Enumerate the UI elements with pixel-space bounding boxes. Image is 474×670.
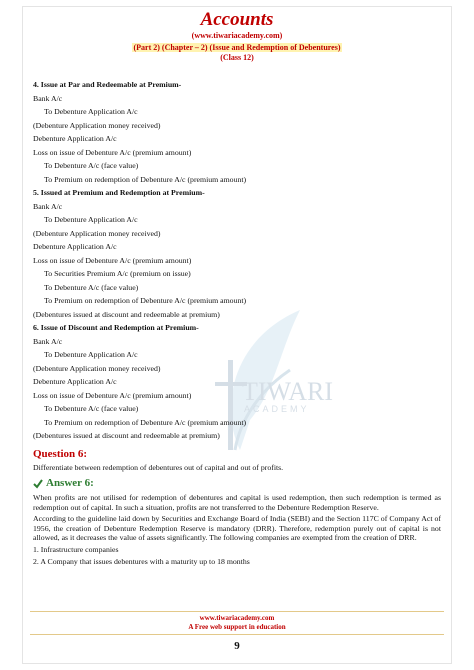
journal-line: To Debenture A/c (face value) <box>44 404 139 413</box>
journal-line: (Debenture Application money received) <box>33 120 161 130</box>
journal-line: (Debentures issued at discount and redeemable at premium) <box>33 431 220 440</box>
footer-tagline: A Free web support in education <box>188 623 286 631</box>
journal-line: To Premium on redemption of Debenture A/c (premium amount) <box>44 296 247 305</box>
journal-line: Bank A/c <box>33 336 63 346</box>
footer-rule-top <box>30 611 444 612</box>
journal-sections <box>33 78 443 443</box>
question-text: Differentiate between redemption of debentures out of capital and out of profits. <box>33 462 284 472</box>
journal-line: To Premium on redemption of Debenture A/c (premium amount) <box>44 417 247 427</box>
journal-line: To Debenture Application A/c <box>44 215 138 224</box>
answer-label: Answer 6: <box>46 477 94 489</box>
header-subtitle <box>0 42 474 53</box>
answer-paragraph: 1. Infrastructure companies <box>33 544 119 554</box>
journal-line: Debenture Application A/c <box>33 377 117 386</box>
journal-line: To Debenture Application A/c <box>44 107 138 116</box>
watermark-subtext: ACADEMY <box>244 404 310 414</box>
journal-line: Bank A/c <box>33 93 63 103</box>
journal-line: (Debenture Application money received) <box>33 228 161 238</box>
answer-checkmark-icon <box>33 479 43 489</box>
journal-line: To Premium on redemption of Debenture A/c (premium amount) <box>44 174 247 184</box>
answer-body <box>33 493 443 566</box>
journal-line: Debenture Application A/c <box>33 242 117 251</box>
journal-line: (Debenture Application money received) <box>33 363 161 373</box>
subtitle-text: (Part 2) (Chapter – 2) (Issue and Redemption of Debentures) <box>133 43 341 52</box>
journal-line: Loss on issue of Debenture A/c (premium amount) <box>33 255 192 265</box>
journal-line: To Securities Premium A/c (premium on issue) <box>44 269 191 278</box>
journal-line: To Debenture A/c (face value) <box>44 161 139 170</box>
footer-rule-bottom <box>30 634 444 635</box>
section-heading: 6. Issue of Discount and Redemption at Premium- <box>33 323 199 332</box>
answer-paragraph: 2. A Company that issues debentures with a maturity up to 18 months <box>33 556 250 566</box>
question-heading: Question 6: <box>33 447 88 460</box>
answer-heading <box>33 476 443 491</box>
section-heading: 4. Issue at Par and Redeemable at Premium- <box>33 80 182 89</box>
page-number: 9 <box>234 640 240 652</box>
journal-line: To Debenture A/c (face value) <box>44 282 139 292</box>
answer-paragraph: When profits are not utilised for redemption of debentures and capital is used redemption, then such redemption is termed as redemption out of capital. In such a situation, profits are not transferred to the Debenture Redemption Reserve. <box>33 493 441 512</box>
journal-line: Bank A/c <box>33 201 63 211</box>
answer-paragraph: According to the guideline laid down by Securities and Exchange Board of India (SEBI) and the Section 117C of Company Act of 1956, the creation of Debenture Redemption Reserve is mandatory (DRR). Therefore, redemption purely out of capital is not allowed, as it decreases the value of assets significantly. The following companies are exempted from the creation of DRR. <box>33 514 441 543</box>
section-heading: 5. Issued at Premium and Redemption at Premium- <box>33 188 205 197</box>
header-class: (Class 12) <box>220 53 254 62</box>
journal-line: Loss on issue of Debenture A/c (premium amount) <box>33 147 192 157</box>
page-title: Accounts <box>200 9 274 30</box>
watermark-text: TIWARI <box>242 377 333 406</box>
journal-line: (Debentures issued at discount and redeemable at premium) <box>33 309 220 319</box>
journal-line: To Debenture Application A/c <box>44 350 138 359</box>
page-footer <box>0 614 474 632</box>
page-body <box>33 78 443 568</box>
page-header <box>0 10 474 63</box>
journal-line: Loss on issue of Debenture A/c (premium amount) <box>33 390 192 400</box>
journal-line: Debenture Application A/c <box>33 134 117 143</box>
header-website: (www.tiwariacademy.com) <box>191 31 283 40</box>
footer-website: www.tiwariacademy.com <box>199 614 275 622</box>
